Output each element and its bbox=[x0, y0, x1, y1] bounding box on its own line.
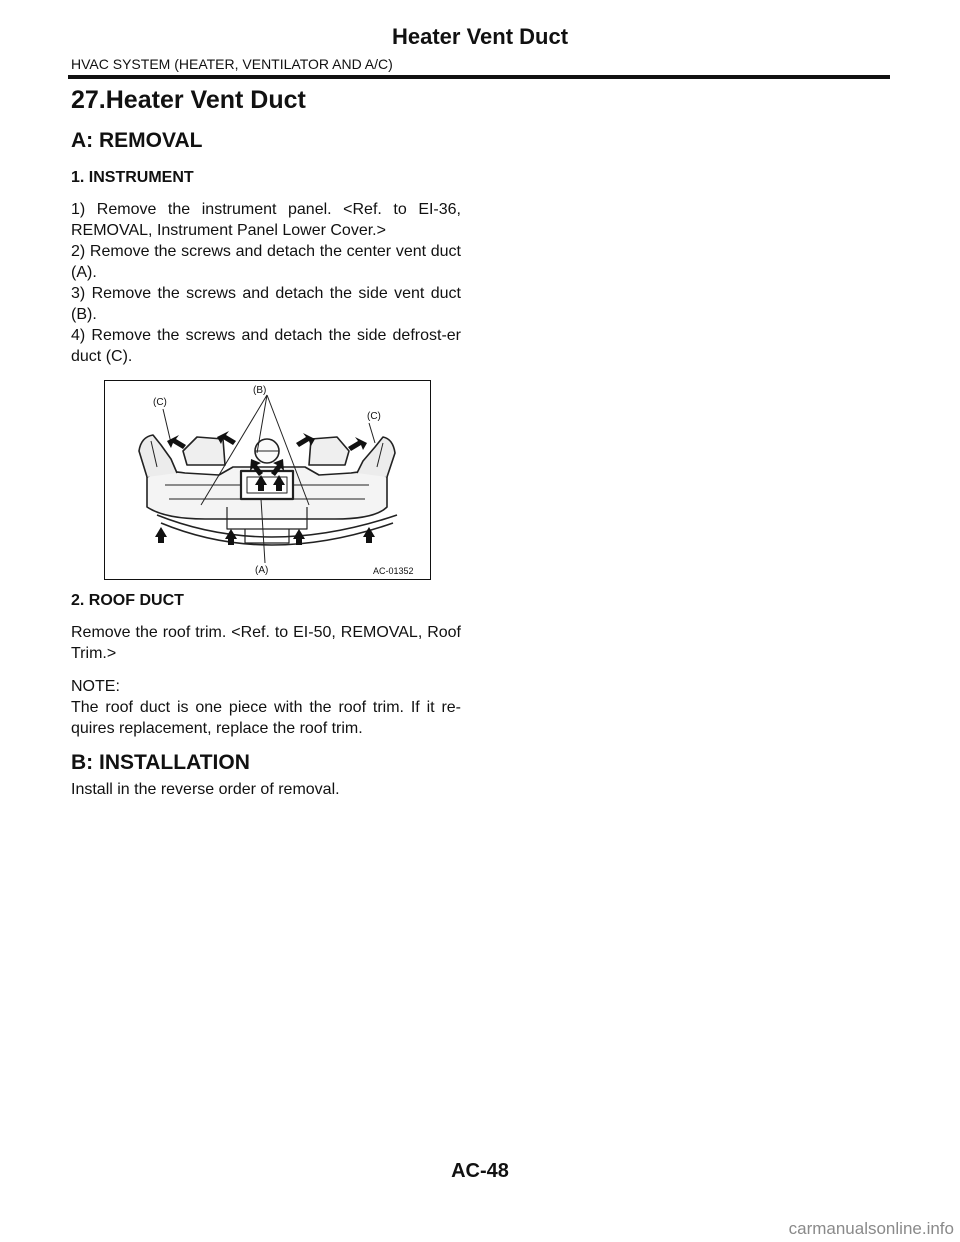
figure-label-b: (B) bbox=[253, 385, 267, 396]
figure-label-c-right: (C) bbox=[367, 411, 381, 422]
figure-code: AC-01352 bbox=[373, 566, 414, 576]
roof-duct-heading: 2. ROOF DUCT bbox=[71, 592, 184, 609]
step-1: 1) Remove the instrument panel. <Ref. to EI-36, REMOVAL, Instrument Panel Lower Cover.> bbox=[71, 201, 461, 239]
note-label: NOTE: bbox=[71, 678, 120, 695]
page-content bbox=[71, 86, 461, 800]
heater-duct-figure bbox=[104, 380, 431, 580]
note-text: The roof duct is one piece with the roof trim. If it re-quires replacement, replace the roof trim. bbox=[71, 699, 461, 737]
page-header-subtitle: HVAC SYSTEM (HEATER, VENTILATOR AND A/C) bbox=[71, 56, 393, 72]
watermark: carmanualsonline.info bbox=[788, 1219, 954, 1238]
instrument-heading: 1. INSTRUMENT bbox=[71, 169, 194, 186]
page-header-title: Heater Vent Duct bbox=[391, 24, 569, 49]
heater-duct-illustration bbox=[105, 381, 430, 579]
step-4: 4) Remove the screws and detach the side defrost-er duct (C). bbox=[71, 327, 461, 365]
figure-label-c-left: (C) bbox=[153, 397, 167, 408]
installation-text: Install in the reverse order of removal. bbox=[71, 781, 340, 798]
header-divider bbox=[68, 75, 890, 79]
installation-heading: B: INSTALLATION bbox=[71, 751, 250, 774]
step-2: 2) Remove the screws and detach the center vent duct (A). bbox=[71, 243, 461, 281]
page-number: AC-48 bbox=[451, 1160, 509, 1182]
removal-heading: A: REMOVAL bbox=[71, 129, 203, 152]
step-3: 3) Remove the screws and detach the side vent duct (B). bbox=[71, 285, 461, 323]
section-title: 27.Heater Vent Duct bbox=[71, 86, 306, 114]
figure-label-a: (A) bbox=[255, 565, 269, 576]
roof-duct-text: Remove the roof trim. <Ref. to EI-50, REMOVAL, Roof Trim.> bbox=[71, 624, 461, 662]
